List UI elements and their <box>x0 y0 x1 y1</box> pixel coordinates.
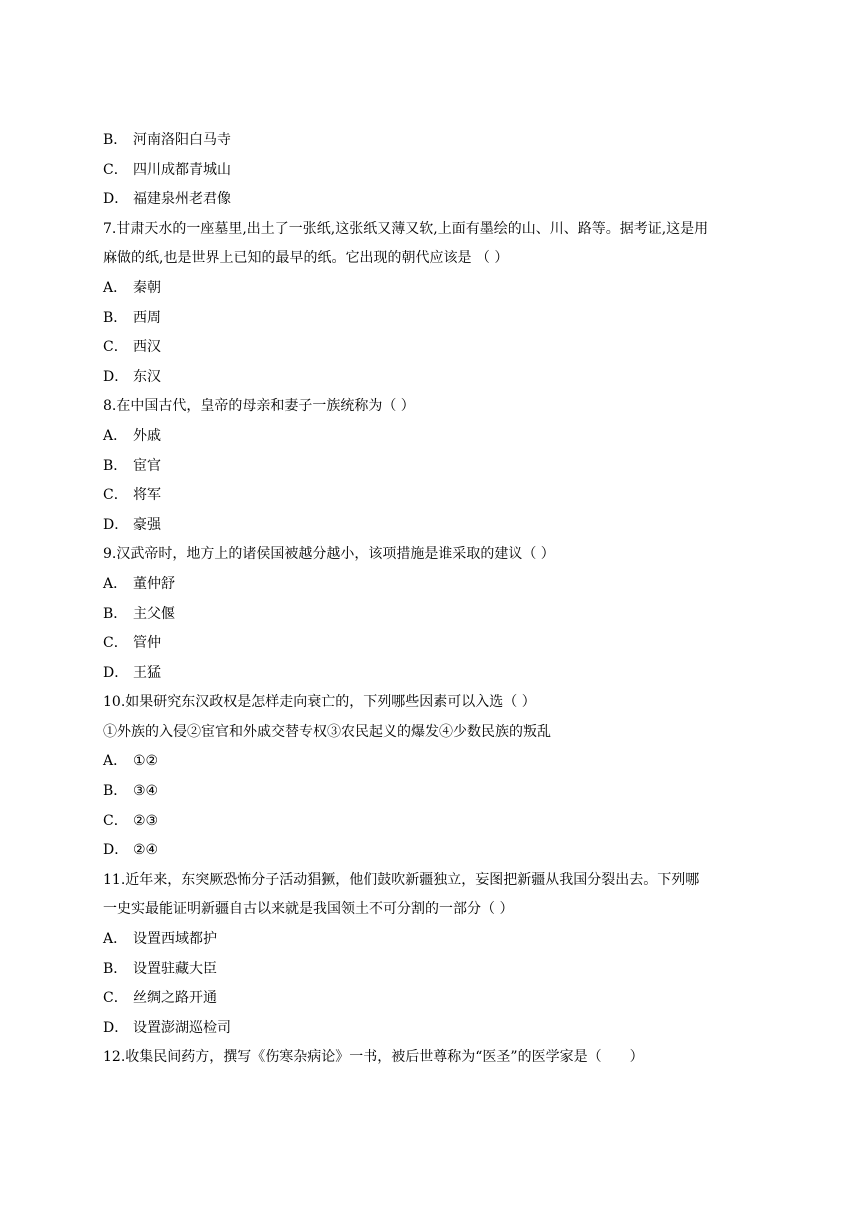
option-letter: C． <box>103 487 128 504</box>
option-letter: A． <box>103 427 128 444</box>
option-text: 福建泉州老君像 <box>133 191 231 208</box>
answer-option-prev-1 <box>103 156 763 186</box>
question-stem-line: 麻做的纸,也是世界上已知的最早的纸。它出现的朝代应该是 （ ） <box>103 250 509 267</box>
option-text: 外戚 <box>133 427 161 444</box>
answer-option-4-3 <box>103 1014 763 1044</box>
option-text: ②④ <box>133 842 159 859</box>
answer-option-4-2 <box>103 984 763 1014</box>
option-letter: B． <box>103 132 128 148</box>
answer-option-prev-2 <box>103 185 763 215</box>
option-letter: C． <box>103 990 128 1007</box>
answer-option-0-1 <box>103 304 763 334</box>
option-text: 河南洛阳白马寺 <box>133 132 231 148</box>
question-stem-line: 9.汉武帝时，地方上的诸侯国被越分越小，该项措施是谁采取的建议（ ） <box>103 546 555 563</box>
answer-option-3-0 <box>103 747 763 777</box>
option-letter: B． <box>103 309 128 326</box>
option-text: 东汉 <box>133 368 161 385</box>
option-text: 主父偃 <box>133 605 175 622</box>
question-block <box>103 215 763 393</box>
option-text: ①② <box>133 753 159 770</box>
option-letter: C． <box>103 339 128 356</box>
option-letter: B． <box>103 960 128 977</box>
answer-option-1-2 <box>103 481 763 511</box>
question-block <box>103 392 763 540</box>
answer-option-prev-0 <box>103 126 763 156</box>
option-text: 设置澎湖巡检司 <box>133 1019 231 1036</box>
question-stem-line: 11.近年来，东突厥恐怖分子活动猖獗，他们鼓吹新疆独立，妄图把新疆从我国分裂出去。下列哪 <box>103 871 700 888</box>
question-stem-line: ①外族的入侵②宦官和外戚交替专权③农民起义的爆发④少数民族的叛乱 <box>103 723 551 740</box>
option-text: 董仲舒 <box>133 575 175 592</box>
option-letter: D． <box>103 664 129 681</box>
option-text: 宦官 <box>133 457 161 474</box>
option-letter: B． <box>103 783 128 800</box>
answer-option-0-2 <box>103 333 763 363</box>
option-letter: C． <box>103 635 128 652</box>
answer-option-4-0 <box>103 925 763 955</box>
question-stem-line: 12.收集民间药方，撰写《伤寒杂病论》一书，被后世尊称为“医圣”的医学家是（ ） <box>103 1049 644 1066</box>
option-letter: D． <box>103 1019 129 1036</box>
option-letter: C． <box>103 161 128 178</box>
option-text: ②③ <box>133 812 159 829</box>
question-stem-line: 10.如果研究东汉政权是怎样走向衰亡的，下列哪些因素可以入选（ ） <box>103 694 536 711</box>
answer-option-2-1 <box>103 600 763 630</box>
option-letter: A． <box>103 575 128 592</box>
answer-option-4-1 <box>103 955 763 985</box>
answer-option-1-3 <box>103 511 763 541</box>
question-stem-line: 7.甘肃天水的一座墓里,出土了一张纸,这张纸又薄又软,上面有墨绘的山、川、路等。据考证,这是用 <box>103 220 709 237</box>
option-text: 秦朝 <box>133 279 161 296</box>
question-block <box>103 1043 763 1073</box>
option-letter: B． <box>103 457 128 474</box>
option-letter: D． <box>103 191 129 208</box>
option-text: 豪强 <box>133 516 161 533</box>
question-block <box>103 540 763 688</box>
question-stem-line: 8.在中国古代，皇帝的母亲和妻子一族统称为（ ） <box>103 398 415 415</box>
question-block <box>103 866 763 1044</box>
answer-option-0-3 <box>103 363 763 393</box>
option-text: 四川成都青城山 <box>133 161 231 178</box>
answer-option-2-2 <box>103 629 763 659</box>
option-text: 将军 <box>133 487 161 504</box>
option-text: 丝绸之路开通 <box>133 990 217 1007</box>
option-text: 管仲 <box>133 635 161 652</box>
answer-option-2-0 <box>103 570 763 600</box>
answer-option-2-3 <box>103 659 763 689</box>
option-letter: A． <box>103 279 128 296</box>
option-text: 王猛 <box>133 664 161 681</box>
option-letter: D． <box>103 368 129 385</box>
option-text: 设置西域都护 <box>133 931 217 948</box>
option-letter: A． <box>103 931 128 948</box>
option-letter: D． <box>103 842 129 859</box>
answer-option-3-2 <box>103 807 763 837</box>
option-text: ③④ <box>133 783 159 800</box>
option-text: 设置驻藏大臣 <box>133 960 217 977</box>
option-text: 西汉 <box>133 339 161 356</box>
answer-option-1-1 <box>103 452 763 482</box>
answer-option-1-0 <box>103 422 763 452</box>
question-block <box>103 688 763 866</box>
answer-option-3-3 <box>103 836 763 866</box>
answer-option-3-1 <box>103 777 763 807</box>
option-letter: A． <box>103 753 128 770</box>
question-stem-line: 一史实最能证明新疆自古以来就是我国领土不可分割的一部分（ ） <box>103 901 514 918</box>
answer-option-0-0 <box>103 274 763 304</box>
option-letter: B． <box>103 605 128 622</box>
option-letter: D． <box>103 516 129 533</box>
exam-page <box>103 126 763 1073</box>
option-text: 西周 <box>133 309 161 326</box>
option-letter: C． <box>103 812 128 829</box>
